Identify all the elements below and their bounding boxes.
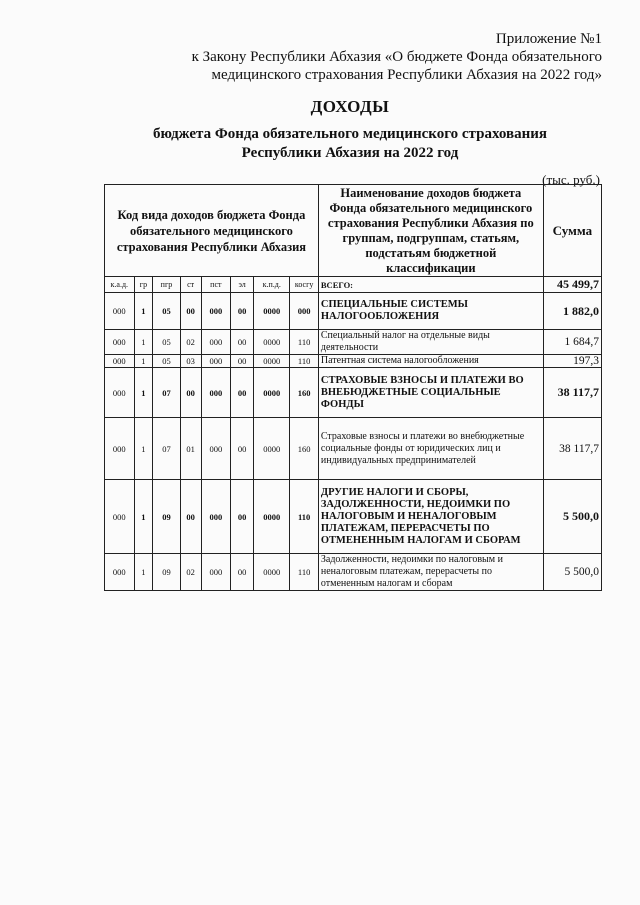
code-cell: 00	[180, 368, 201, 418]
code-cell: 00	[180, 293, 201, 330]
code-cell: 05	[153, 293, 180, 330]
revenue-name: ДРУГИЕ НАЛОГИ И СБОРЫ, ЗАДОЛЖЕННОСТИ, НЕДОИМКИ ПО НАЛОГОВЫМ И НЕНАЛОГОВЫМ ПЛАТЕЖАМ, ПЕРЕРАСЧЕТЫ ПО ОТМЕНЕННЫМ НАЛОГАМ И СБОРАМ	[318, 480, 543, 554]
sum-column-header: Сумма	[543, 185, 601, 277]
code-cell: 1	[134, 418, 153, 480]
revenue-name: СТРАХОВЫЕ ВЗНОСЫ И ПЛАТЕЖИ ВО ВНЕБЮДЖЕТНЫЕ СОЦИАЛЬНЫЕ ФОНДЫ	[318, 368, 543, 418]
code-cell: 1	[134, 480, 153, 554]
code-cell: 000	[105, 293, 135, 330]
code-cell: 05	[153, 330, 180, 355]
code-cell: 00	[231, 330, 254, 355]
total-sum: 45 499,7	[543, 277, 601, 293]
code-cell: 110	[290, 355, 319, 368]
code-cell: 000	[201, 355, 231, 368]
code-cell: 0000	[254, 480, 290, 554]
code-cell: 09	[153, 554, 180, 591]
code-cell: 00	[231, 418, 254, 480]
revenue-sum: 38 117,7	[543, 368, 601, 418]
table-row	[105, 554, 602, 591]
subheader-st: ст	[180, 277, 201, 293]
code-cell: 000	[105, 368, 135, 418]
code-cell: 000	[201, 480, 231, 554]
code-cell: 110	[290, 554, 319, 591]
revenue-sum: 5 500,0	[543, 554, 601, 591]
table-subheader-row	[105, 277, 602, 293]
code-cell: 000	[105, 418, 135, 480]
code-cell: 00	[180, 480, 201, 554]
code-cell: 000	[201, 293, 231, 330]
code-cell: 01	[180, 418, 201, 480]
appendix-law-line: медицинского страхования Республики Абхазия на 2022 год»	[211, 67, 602, 83]
code-cell: 02	[180, 554, 201, 591]
code-cell: 1	[134, 330, 153, 355]
document-title: ДОХОДЫ	[310, 97, 390, 116]
code-cell: 0000	[254, 368, 290, 418]
subheader-el: эл	[231, 277, 254, 293]
code-cell: 160	[290, 368, 319, 418]
table-row	[105, 330, 602, 355]
code-cell: 0000	[254, 554, 290, 591]
revenue-sum: 1 684,7	[543, 330, 601, 355]
revenue-sum: 197,3	[543, 355, 601, 368]
table-row	[105, 480, 602, 554]
code-cell: 000	[201, 418, 231, 480]
code-cell: 1	[134, 293, 153, 330]
currency-unit: (тыс. руб.)	[542, 172, 600, 187]
code-cell: 0000	[254, 330, 290, 355]
revenue-name: Страховые взносы и платежи во внебюджетные социальные фонды от юридических лиц и индивидуальных предпринимателей	[318, 418, 543, 480]
document-subtitle	[0, 125, 640, 163]
revenue-name: СПЕЦИАЛЬНЫЕ СИСТЕМЫ НАЛОГООБЛОЖЕНИЯ	[318, 293, 543, 330]
code-cell: 000	[105, 554, 135, 591]
subheader-pgr: пгр	[153, 277, 180, 293]
code-cell: 000	[105, 480, 135, 554]
subtitle-line: бюджета Фонда обязательного медицинского страхования	[152, 126, 547, 142]
code-cell: 160	[290, 418, 319, 480]
table-row	[105, 418, 602, 480]
code-cell: 02	[180, 330, 201, 355]
code-cell: 000	[290, 293, 319, 330]
subheader-kpd: к.п.д.	[254, 277, 290, 293]
table-header-row	[105, 185, 602, 277]
code-cell: 000	[201, 368, 231, 418]
subheader-kad: к.а.д.	[105, 277, 135, 293]
code-cell: 1	[134, 355, 153, 368]
code-cell: 000	[201, 554, 231, 591]
revenue-sum: 38 117,7	[543, 418, 601, 480]
table-row	[105, 293, 602, 330]
code-cell: 1	[134, 554, 153, 591]
code-cell: 110	[290, 330, 319, 355]
code-cell: 000	[201, 330, 231, 355]
code-column-header: Код вида доходов бюджета Фонда обязательного медицинского страхования Республики Абхазия	[105, 185, 319, 277]
table-row	[105, 355, 602, 368]
revenue-sum: 5 500,0	[543, 480, 601, 554]
code-cell: 0000	[254, 418, 290, 480]
code-cell: 00	[231, 368, 254, 418]
revenue-name: Специальный налог на отдельные виды деятельности	[318, 330, 543, 355]
code-cell: 03	[180, 355, 201, 368]
total-label: ВСЕГО:	[318, 277, 543, 293]
subheader-gr: гр	[134, 277, 153, 293]
subtitle-line: Республики Абхазия на 2022 год	[241, 145, 459, 161]
code-cell: 0000	[254, 293, 290, 330]
code-cell: 07	[153, 418, 180, 480]
revenue-table	[104, 184, 602, 591]
subheader-pst: пст	[201, 277, 231, 293]
code-cell: 00	[231, 355, 254, 368]
revenue-name: Задолженности, недоимки по налоговым и неналоговым платежам, перерасчеты по отмененным налогам и сборам	[318, 554, 543, 591]
appendix-law-line: к Закону Республики Абхазия «О бюджете Фонда обязательного	[191, 49, 602, 65]
table-row	[105, 368, 602, 418]
code-cell: 00	[231, 293, 254, 330]
code-cell: 09	[153, 480, 180, 554]
code-cell: 000	[105, 355, 135, 368]
code-cell: 000	[105, 330, 135, 355]
revenue-sum: 1 882,0	[543, 293, 601, 330]
subheader-kosgu: косгу	[290, 277, 319, 293]
code-cell: 05	[153, 355, 180, 368]
appendix-note	[192, 30, 602, 84]
code-cell: 0000	[254, 355, 290, 368]
code-cell: 00	[231, 480, 254, 554]
appendix-number: Приложение №1	[495, 31, 602, 47]
name-column-header: Наименование доходов бюджета Фонда обязательного медицинского страхования Республики Абхазия по группам, подгруппам, статьям, подстатьям бюджетной классификации	[318, 185, 543, 277]
code-cell: 110	[290, 480, 319, 554]
code-cell: 00	[231, 554, 254, 591]
revenue-name: Патентная система налогообложения	[318, 355, 543, 368]
code-cell: 1	[134, 368, 153, 418]
code-cell: 07	[153, 368, 180, 418]
